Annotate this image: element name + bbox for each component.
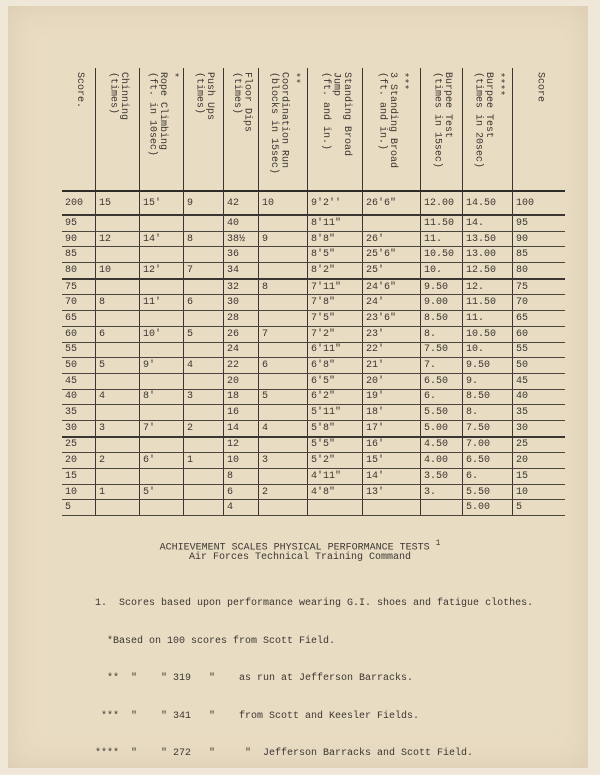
table-cell: 10 [96,263,140,279]
table-cell: 85 [62,247,96,263]
table-cell [184,484,224,500]
table-cell [184,342,224,358]
table-cell [96,469,140,485]
table-cell: 3 [96,420,140,436]
table-cell: 90 [62,231,96,247]
table-cell: 1 [96,484,140,500]
table-cell: 11. [463,311,513,327]
achievement-scales-table [62,68,565,516]
table-row [62,326,565,342]
table-cell [140,437,184,453]
column-header [308,68,363,191]
table-cell: 6'5" [308,373,363,389]
table-cell [259,437,308,453]
table-cell: 25'6" [363,247,421,263]
title-text: ACHIEVEMENT SCALES PHYSICAL PERFORMANCE TESTS [159,542,430,554]
table-cell: 11.50 [421,215,463,231]
column-header [259,68,308,191]
table-cell: 65 [513,311,566,327]
table-cell [184,215,224,231]
table-cell: 6.50 [463,453,513,469]
table-cell: 45 [513,373,566,389]
footnote-quad-star: **** " " 272 " " Jefferson Barracks and Scott Field. [95,748,474,759]
table-cell [363,215,421,231]
table-cell: 8. [421,326,463,342]
table-cell: 5'8" [308,420,363,436]
table-cell: 15' [363,453,421,469]
table-cell [140,311,184,327]
table-cell: 36 [224,247,259,263]
table-cell: 11.50 [463,295,513,311]
table-cell: 80 [513,263,566,279]
column-header-text: Floor Dips (times) [231,72,253,133]
table-cell: 21' [363,358,421,374]
table-cell: 2 [259,484,308,500]
table-cell: 5'5" [308,437,363,453]
table-cell: 5.50 [463,484,513,500]
table-cell: 14.50 [463,191,513,215]
table-cell: 26 [224,326,259,342]
table-cell: 4 [224,500,259,516]
table-cell: 32 [224,279,259,295]
table-cell: 42 [224,191,259,215]
table-cell [308,500,363,516]
table-cell: 15 [96,191,140,215]
table-cell: 19' [363,389,421,405]
table-cell: 26'6" [363,191,421,215]
table-cell: 6 [259,358,308,374]
table-cell [259,215,308,231]
table-cell: 7.00 [463,437,513,453]
table-cell: 4 [259,420,308,436]
table-cell: 55 [62,342,96,358]
table-cell [96,279,140,295]
column-header [184,68,224,191]
table-cell [259,469,308,485]
table-cell: 12 [224,437,259,453]
table-cell: 9. [463,373,513,389]
table-cell: 25 [62,437,96,453]
table-row [62,469,565,485]
table-cell [96,342,140,358]
table-cell: 60 [513,326,566,342]
table-cell [96,500,140,516]
footnote-mark: 1 [435,539,441,548]
table-row [62,311,565,327]
table-cell: 3 [184,389,224,405]
table-cell: 95 [62,215,96,231]
table-cell: 7 [184,263,224,279]
table-cell: 5 [184,326,224,342]
table-cell [96,405,140,421]
table-cell: 17' [363,420,421,436]
table-cell: 6 [96,326,140,342]
table-cell: 7' [140,420,184,436]
table-cell: 13.00 [463,247,513,263]
table-cell: 35 [513,405,566,421]
table-cell: 14. [463,215,513,231]
column-header-text: *** 3 Standing Broad (ft. and in.) [376,72,409,169]
table-cell [363,500,421,516]
column-header-text: **** Burpee Test (times in 20sec) [472,72,505,169]
table-row [62,215,565,231]
table-cell: 10 [513,484,566,500]
table-row [62,453,565,469]
table-cell [259,500,308,516]
table-cell [259,311,308,327]
table-cell: 34 [224,263,259,279]
table-row [62,247,565,263]
table-cell: 6'2" [308,389,363,405]
table-row [62,405,565,421]
table-row [62,342,565,358]
footnote-double-star: ** " " 319 " as run at Jefferson Barracks. [95,673,414,684]
table-row [62,279,565,295]
table-cell: 50 [62,358,96,374]
table-cell: 7'5" [308,311,363,327]
table-cell: 9' [140,358,184,374]
column-header-text: Chinning (times) [107,72,129,121]
table-row [62,437,565,453]
table-cell: 7'2" [308,326,363,342]
table-cell: 95 [513,215,566,231]
table-cell: 6.50 [421,373,463,389]
table-cell: 5.00 [463,500,513,516]
table-cell: 50 [513,358,566,374]
table-cell: 30 [62,420,96,436]
table-cell [259,295,308,311]
table-cell: 85 [513,247,566,263]
table-cell: 2 [184,420,224,436]
header-row [62,68,565,191]
table-cell: 10 [62,484,96,500]
table-cell [259,373,308,389]
table-cell: 8.50 [463,389,513,405]
table-cell: 20' [363,373,421,389]
table-cell: 8 [184,231,224,247]
table-cell: 5 [259,389,308,405]
table-cell [184,437,224,453]
table-cell: 8'8" [308,231,363,247]
table-cell: 13.50 [463,231,513,247]
table-cell: 22 [224,358,259,374]
table-cell: 25' [363,263,421,279]
table-cell: 5.00 [421,420,463,436]
table-cell: 6' [140,453,184,469]
table-cell: 6. [463,469,513,485]
footnote-1: 1. Scores based upon performance wearing G.I. shoes and fatigue clothes. [95,598,534,609]
table-cell: 10 [224,453,259,469]
table-cell: 6 [184,295,224,311]
table-cell: 65 [62,311,96,327]
table-cell: 6'11" [308,342,363,358]
table-cell: 9'2'' [308,191,363,215]
table-cell: 1 [184,453,224,469]
table-cell [140,405,184,421]
table-cell: 200 [62,191,96,215]
table-cell: 20 [62,453,96,469]
table-cell: 4'11" [308,469,363,485]
table-cell: 75 [62,279,96,295]
table-cell: 16 [224,405,259,421]
table-cell: 10. [421,263,463,279]
table-cell [140,215,184,231]
table-cell: 3 [259,453,308,469]
column-header [513,68,566,191]
table-cell: 8'5" [308,247,363,263]
table-cell: 28 [224,311,259,327]
table-cell: 12' [140,263,184,279]
table-cell [259,405,308,421]
table-cell: 70 [62,295,96,311]
table-cell: 4 [184,358,224,374]
table-cell: 7'11" [308,279,363,295]
column-header-text: * Rope Climbing (ft. in 10sec) [146,72,179,157]
table-cell: 15' [140,191,184,215]
table-cell: 60 [62,326,96,342]
table-cell: 38½ [224,231,259,247]
table-cell: 30 [513,420,566,436]
table-row [62,484,565,500]
table-cell: 40 [62,389,96,405]
table-cell: 10' [140,326,184,342]
table-cell: 5'11" [308,405,363,421]
table-cell: 55 [513,342,566,358]
table-cell [259,342,308,358]
table-row [62,231,565,247]
table-cell [140,247,184,263]
table-cell [184,469,224,485]
table-cell: 3. [421,484,463,500]
table-cell: 8.50 [421,311,463,327]
table-cell: 8'11" [308,215,363,231]
table-cell: 6 [224,484,259,500]
table-cell: 15 [513,469,566,485]
table-cell: 13' [363,484,421,500]
table-cell [421,500,463,516]
table-cell: 10. [463,342,513,358]
table-cell: 5 [62,500,96,516]
table-cell [259,247,308,263]
table-row [62,500,565,516]
table-cell [140,342,184,358]
table-cell: 7. [421,358,463,374]
table-cell: 70 [513,295,566,311]
table-cell: 100 [513,191,566,215]
table-cell: 80 [62,263,96,279]
table-cell: 9.50 [421,279,463,295]
table-cell: 16' [363,437,421,453]
table-cell: 8' [140,389,184,405]
table-cell [96,373,140,389]
table-cell: 6'8" [308,358,363,374]
table-cell: 12 [96,231,140,247]
table-cell [184,405,224,421]
table-cell: 18' [363,405,421,421]
table-cell: 5.50 [421,405,463,421]
table-cell: 8 [259,279,308,295]
table-cell: 22' [363,342,421,358]
table-cell: 12.50 [463,263,513,279]
table-cell: 4'8" [308,484,363,500]
table-cell: 35 [62,405,96,421]
table-cell [184,500,224,516]
table-row [62,295,565,311]
table-cell [140,500,184,516]
table-cell [140,373,184,389]
table-cell [96,311,140,327]
table-cell [184,373,224,389]
column-header-text: Push Ups (times) [193,72,215,121]
table-row [62,389,565,405]
table-cell: 9 [259,231,308,247]
table-cell: 11. [421,231,463,247]
table-row [62,373,565,389]
column-header-text: Standing Broad Jump (ft. and in.) [319,72,352,157]
footnote-triple-star: *** " " 341 " from Scott and Keesler Fields. [95,710,420,722]
table-cell: 18 [224,389,259,405]
column-header [363,68,421,191]
table-cell: 14 [224,420,259,436]
table-cell: 25 [513,437,566,453]
table-row [62,191,565,215]
table-cell: 4.00 [421,453,463,469]
column-header [224,68,259,191]
table-cell: 10 [259,191,308,215]
table-cell: 5'2" [308,453,363,469]
table-cell: 90 [513,231,566,247]
table-cell: 75 [513,279,566,295]
table-cell: 7'8" [308,295,363,311]
column-header [140,68,184,191]
table-cell: 7 [259,326,308,342]
table-cell: 8'2" [308,263,363,279]
column-header [463,68,513,191]
table-cell [184,279,224,295]
table-cell: 5 [96,358,140,374]
table-cell: 8 [224,469,259,485]
table-cell: 14' [363,469,421,485]
table-cell [140,469,184,485]
column-header-text: Score. [73,72,85,109]
table-cell [96,437,140,453]
table-cell: 9.50 [463,358,513,374]
table-cell: 15 [62,469,96,485]
table-cell: 6. [421,389,463,405]
table-cell: 4 [96,389,140,405]
table-cell: 24'6" [363,279,421,295]
table-cell: 9 [184,191,224,215]
column-header-text: Burpee Test (times in 15sec) [431,72,453,169]
table-cell: 40 [513,389,566,405]
table-cell: 8 [96,295,140,311]
table-cell: 5 [513,500,566,516]
table-cell: 23'6" [363,311,421,327]
table-cell: 12. [463,279,513,295]
table-cell: 9.00 [421,295,463,311]
table-cell: 30 [224,295,259,311]
table-row [62,358,565,374]
table-row [62,420,565,436]
table-cell: 45 [62,373,96,389]
column-header-text: ** Coordination Run (blocks in 15sec) [267,72,300,175]
footnote-single-star: *Based on 100 scores from Scott Field. [95,635,336,647]
table-cell: 7.50 [463,420,513,436]
table-cell: 3.50 [421,469,463,485]
table-cell: 10.50 [463,326,513,342]
table-cell: 14' [140,231,184,247]
table-cell: 10.50 [421,247,463,263]
table-cell [184,311,224,327]
table-cell: 11' [140,295,184,311]
table-cell [184,247,224,263]
table-subtitle: Air Forces Technical Training Command [188,552,412,563]
table-cell [96,247,140,263]
table-cell [96,215,140,231]
footnotes [95,573,533,773]
table-cell: 20 [513,453,566,469]
table-cell: 24 [224,342,259,358]
table-cell: 40 [224,215,259,231]
column-header-text: Score [534,72,546,103]
column-header [96,68,140,191]
table-cell: 20 [224,373,259,389]
column-header [62,68,96,191]
table-cell: 12.00 [421,191,463,215]
column-header [421,68,463,191]
table-cell: 2 [96,453,140,469]
table-cell [140,279,184,295]
table-cell: 23' [363,326,421,342]
table-cell [259,263,308,279]
table-row [62,263,565,279]
table-cell: 24' [363,295,421,311]
table-cell: 8. [463,405,513,421]
table-cell: 7.50 [421,342,463,358]
table-cell: 4.50 [421,437,463,453]
table-cell: 26' [363,231,421,247]
table-cell: 5' [140,484,184,500]
